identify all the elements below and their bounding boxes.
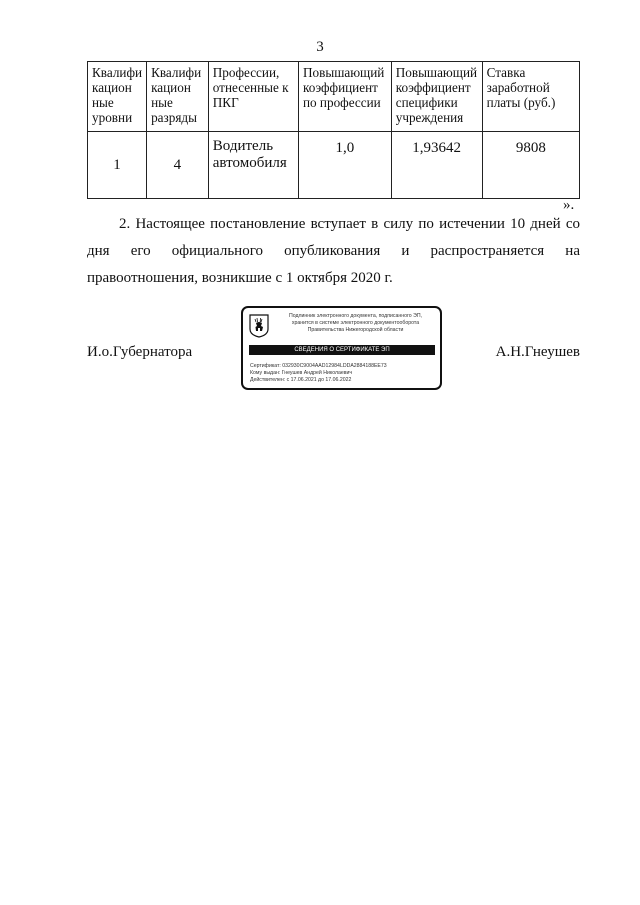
- deer-emblem-icon: [249, 314, 269, 338]
- closing-quote: ».: [563, 197, 575, 213]
- signer-name: А.Н.Гнеушев: [495, 344, 580, 360]
- header-coef-profession: Повышающий коэффициент по профессии: [298, 62, 391, 132]
- wage-table: [87, 61, 580, 199]
- cell-coef-institution: 1,93642: [391, 132, 482, 199]
- stamp-validity: Действителен: с 17.06.2021 до 17.06.2022: [250, 377, 352, 383]
- stamp-issued-to: Кому выдан: Гнеушев Андрей Николаевич: [250, 370, 353, 376]
- stamp-certificate-header: СВЕДЕНИЯ О СЕРТИФИКАТЕ ЭП: [249, 345, 435, 355]
- stamp-line-1: Подлинник электронного документа, подписанного ЭП,: [288, 313, 422, 319]
- cell-coef-profession: 1,0: [298, 132, 391, 199]
- table-header-row: [88, 62, 580, 132]
- header-wage-rate: Ставка заработной платы (руб.): [482, 62, 579, 132]
- header-qualification-levels: Квалифи кацион ные уровни: [88, 62, 147, 132]
- decree-paragraph: 2. Настоящее постановление вступает в силу по истечении 10 дней со дня его официального опубликования и распространяется на правоотношения, возникшие с 1 октября 2020 г.: [87, 216, 580, 286]
- cell-level: 1: [88, 132, 147, 199]
- header-professions: Профессии, отнесенные к ПКГ: [208, 62, 298, 132]
- table-row: [88, 132, 580, 199]
- signature-stamp: [241, 306, 442, 390]
- stamp-line-3: Правительства Нижегородской области: [307, 327, 404, 333]
- stamp-line-2: хранится в системе электронного документооборота: [291, 320, 420, 326]
- page-number: 3: [316, 39, 324, 55]
- cell-profession: Водитель автомобиля: [208, 132, 298, 199]
- header-coef-institution: Повышающий коэффициент специфики учреждения: [391, 62, 482, 132]
- stamp-certificate-number: Сертификат: 032930C9004AAD12984LDDA2884188EE73: [250, 363, 387, 369]
- signer-title: И.о.Губернатора: [87, 344, 193, 360]
- cell-wage-rate: 9808: [482, 132, 579, 199]
- header-qualification-grades: Квалифи кацион ные разряды: [147, 62, 209, 132]
- cell-grade: 4: [147, 132, 209, 199]
